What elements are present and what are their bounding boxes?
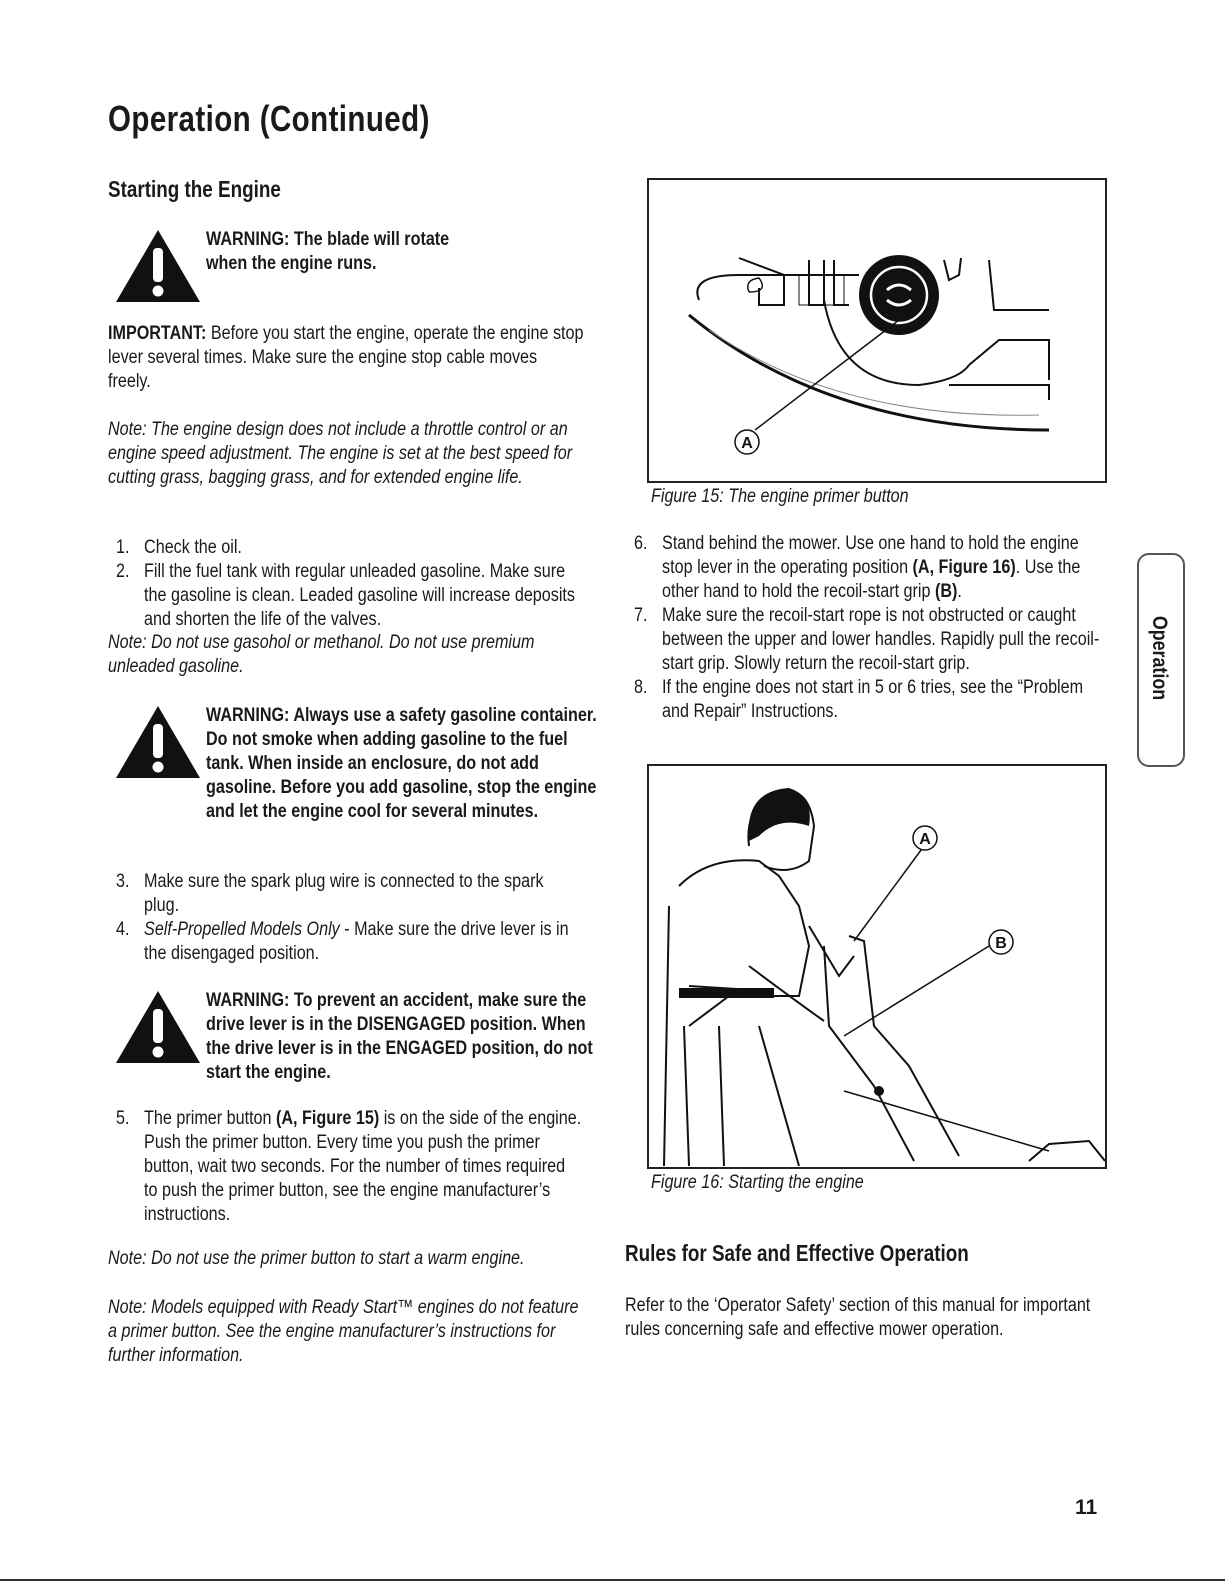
warning-text: WARNING: To prevent an accident, make sure the drive lever is in the DISENGAGED position. When the drive lever is in the ENGAGED position, do not start the engine. (206, 990, 593, 1083)
warning-triangle-icon (114, 704, 202, 780)
step-number: 7. (634, 605, 648, 626)
step-5 (116, 1107, 582, 1227)
section-title-starting-engine: Starting the Engine (108, 176, 281, 202)
figure-reference: (B) (934, 581, 958, 602)
step-text: . Use the other hand to hold the recoil-start grip (662, 557, 1081, 602)
note-gasohol: Note: Do not use gasohol or methanol. Do not use premium unleaded gasoline. (108, 632, 535, 677)
callout-label-a: A (741, 435, 753, 452)
figure-15-box (647, 178, 1107, 483)
step-text: The primer button (144, 1108, 277, 1129)
step-text: If the engine does not start in 5 or 6 tries, see the “Problem and Repair” Instructions. (662, 677, 1084, 722)
steps-6-8 (634, 532, 1110, 724)
step-number: 1. (116, 537, 130, 558)
warning-text: WARNING: Always use a safety gasoline container. Do not smoke when adding gasoline to the fuel tank. When inside an enclosure, do not add gasoline. Before you add gasoline, stop the engine and let the engine cool for several minutes. (206, 705, 597, 822)
list-item (116, 918, 582, 966)
list-item (116, 536, 582, 560)
note-warm-engine: Note: Do not use the primer button to start a warm engine. (108, 1248, 525, 1269)
section-title-rules: Rules for Safe and Effective Operation (625, 1240, 969, 1266)
list-item (634, 604, 1110, 676)
note-ready-start: Note: Models equipped with Ready Start™ engines do not feature a primer button. See the engine manufacturer’s instructions for further information. (108, 1297, 579, 1366)
section-tab-label: Operation (1148, 615, 1171, 701)
rules-paragraph: Refer to the ‘Operator Safety’ section of this manual for important rules concerning safe and effective mower operation. (625, 1295, 1091, 1340)
important-label: IMPORTANT: (108, 323, 207, 344)
steps-3-4 (116, 870, 582, 966)
page-number: 11 (1075, 1496, 1098, 1519)
figure-reference: (A, Figure 15) (276, 1108, 380, 1129)
list-item (116, 560, 582, 632)
warning-triangle-icon (114, 989, 202, 1065)
list-item (116, 870, 582, 918)
figure-15-caption: Figure 15: The engine primer button (651, 486, 909, 507)
step-number: 6. (634, 533, 648, 554)
step-number: 8. (634, 677, 648, 698)
warning-text: WARNING: The blade will rotate when the engine runs. (206, 229, 450, 274)
step-text: is on the side of the engine. Push the primer button. Every time you push the primer button, wait two seconds. For the number of times required to push the primer button, see the engine manufacturer’s instructions. (144, 1108, 582, 1225)
figure-16-caption: Figure 16: Starting the engine (651, 1172, 864, 1193)
note-throttle: Note: The engine design does not include a throttle control or an engine speed adjustment. The engine is set at the best speed for cutting grass, bagging grass, and for extended engine life. (108, 419, 573, 488)
list-item (634, 532, 1110, 604)
step-number: 4. (116, 919, 130, 940)
callout-label-a: A (919, 831, 931, 848)
step-number: 2. (116, 561, 130, 582)
step-number: 5. (116, 1108, 130, 1129)
list-item (116, 1107, 582, 1227)
step-text: Fill the fuel tank with regular unleaded gasoline. Make sure the gasoline is clean. Leaded gasoline will increase deposits and shorten the life of the valves. (144, 561, 576, 630)
step-italic: Self-Propelled Models Only (144, 919, 340, 940)
callout-label-b: B (995, 935, 1007, 952)
footer-divider (0, 1579, 1225, 1581)
important-paragraph (108, 322, 584, 394)
figure-reference: (A, Figure 16) (912, 557, 1016, 578)
steps-1-2 (116, 536, 582, 632)
step-text: Make sure the spark plug wire is connected to the spark plug. (144, 871, 544, 916)
person-starting-mower-illustration (649, 766, 1105, 1167)
step-number: 3. (116, 871, 130, 892)
figure-16-box (647, 764, 1107, 1169)
step-text: - Make sure the drive lever is in the disengaged position. (144, 919, 569, 964)
step-text: Make sure the recoil-start rope is not obstructed or caught between the upper and lower handles. Rapidly pull the recoil-start grip. Slowly return the recoil-start grip. (662, 605, 1100, 674)
step-text: . (957, 581, 962, 602)
warning-triangle-icon (114, 228, 202, 304)
important-text: Before you start the engine, operate the engine stop lever several times. Make sure the engine stop cable moves freely. (108, 323, 584, 392)
step-text: Stand behind the mower. Use one hand to hold the engine stop lever in the operating position (662, 533, 1079, 578)
list-item (634, 676, 1110, 724)
page-title: Operation (Continued) (108, 98, 430, 139)
step-text: Check the oil. (144, 537, 242, 558)
primer-button-illustration (649, 180, 1105, 481)
